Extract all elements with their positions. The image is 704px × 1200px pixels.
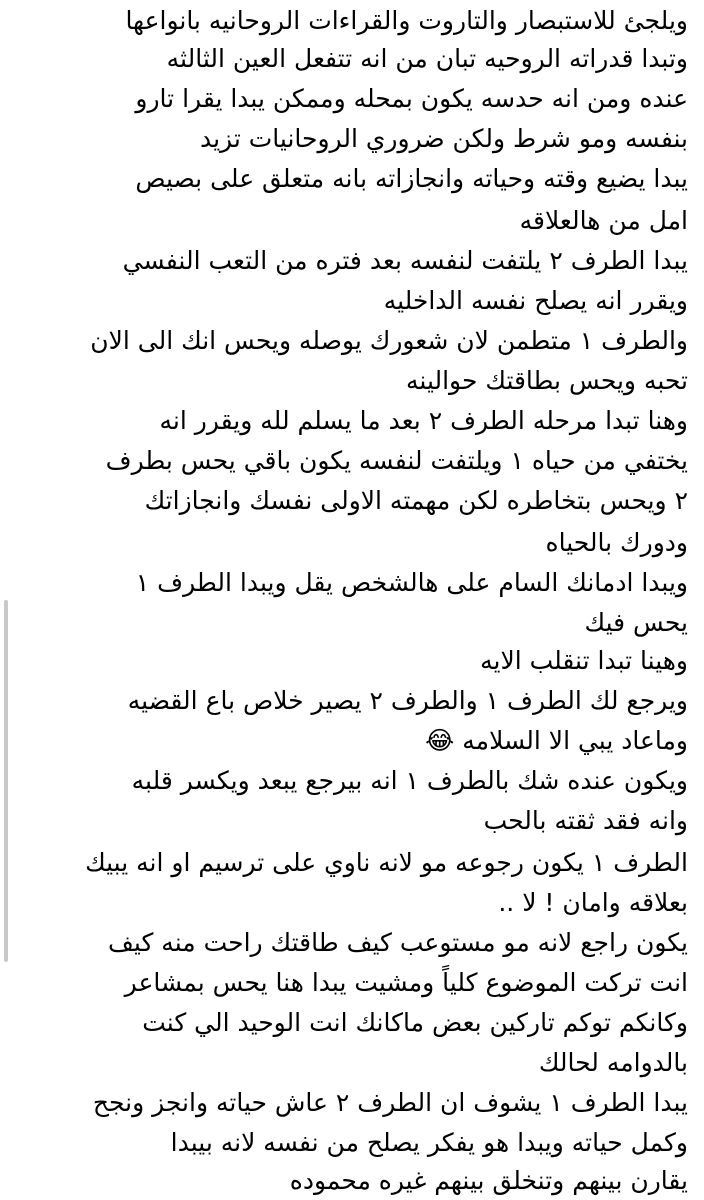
text-line: والطرف ١ متطمن لان شعورك يوصله ويحس انك الى الان [90, 326, 688, 355]
text-line: ٢ ويحس بتخاطره لكن مهمته الاولى نفسك وانجازاتك [144, 486, 688, 515]
text-line: عنده ومن انه حدسه يكون بمحله وممكن يبدا يقرا تارو [135, 84, 688, 113]
text-line: يقارن بينهم وتنخلق بينهم غيره محموده [289, 1166, 688, 1195]
text-line: وتبدا قدراته الروحيه تبان من انه تتفعل العين الثالثه [166, 44, 688, 73]
text-line: يكون راجع لانه مو مستوعب كيف طاقتك راحت منه كيف [108, 928, 688, 957]
text-line: وماعاد يبي الا السلامه 😂 [425, 726, 688, 755]
text-line: يبدا الطرف ١ يشوف ان الطرف ٢ عاش حياته وانجز ونجح [92, 1088, 688, 1117]
vertical-scrollbar[interactable] [4, 600, 8, 962]
text-line: يحس فيك [584, 608, 688, 637]
text-line: وهينا تبدا تنقلب الايه [480, 646, 688, 675]
text-line: ودورك بالحياه [545, 528, 688, 557]
text-line: ويقرر انه يصلح نفسه الداخليه [383, 286, 688, 315]
text-line: بعلاقه وامان ! لا .. [498, 888, 688, 917]
body-text [20, 0, 688, 1195]
text-line: ويكون عنده شك بالطرف ١ انه بيرجع يبعد ويكسر قلبه [131, 766, 688, 795]
text-line: تحبه ويحس بطاقتك حوالينه [406, 366, 688, 395]
text-line: انت تركت الموضوع كلياً ومشيت يبدا هنا يحس بمشاعر [124, 968, 688, 997]
text-line: الطرف ١ يكون رجوعه مو لانه ناوي على ترسيم او انه يبيك [85, 848, 688, 877]
text-line: ويرجع لك الطرف ١ والطرف ٢ يصير خلاص باع القضيه [127, 686, 688, 715]
text-line: بالدوامه لحالك [538, 1048, 688, 1077]
text-line: يختفي من حياه ١ ويلتفت لنفسه يكون باقي يحس بطرف [105, 446, 688, 475]
text-line: يبدا يضيع وقته وحياته وانجازاته بانه متعلق على بصيص [135, 164, 688, 193]
text-line: بنفسه ومو شرط ولكن ضروري الروحانيات تزيد [199, 124, 688, 153]
text-line: ويبدا ادمانك السام على هالشخص يقل ويبدا الطرف ١ [135, 568, 688, 597]
text-line: وكانكم توكم تاركين بعض ماكانك انت الوحيد الي كنت [142, 1008, 688, 1037]
text-line: امل من هالعلاقه [519, 206, 688, 235]
text-line: وانه فقد ثقته بالحب [483, 806, 688, 835]
text-line: وهنا تبدا مرحله الطرف ٢ بعد ما يسلم لله ويقرر انه [159, 406, 688, 435]
text-line: وكمل حياته ويبدا هو يفكر يصلح من نفسه لانه بيبدا [170, 1128, 688, 1157]
text-line: يبدا الطرف ٢ يلتفت لنفسه بعد فتره من التعب النفسي [122, 246, 688, 275]
text-line: ويلجئ للاستبصار والتاروت والقراءات الروحانيه بانواعها [125, 6, 688, 35]
